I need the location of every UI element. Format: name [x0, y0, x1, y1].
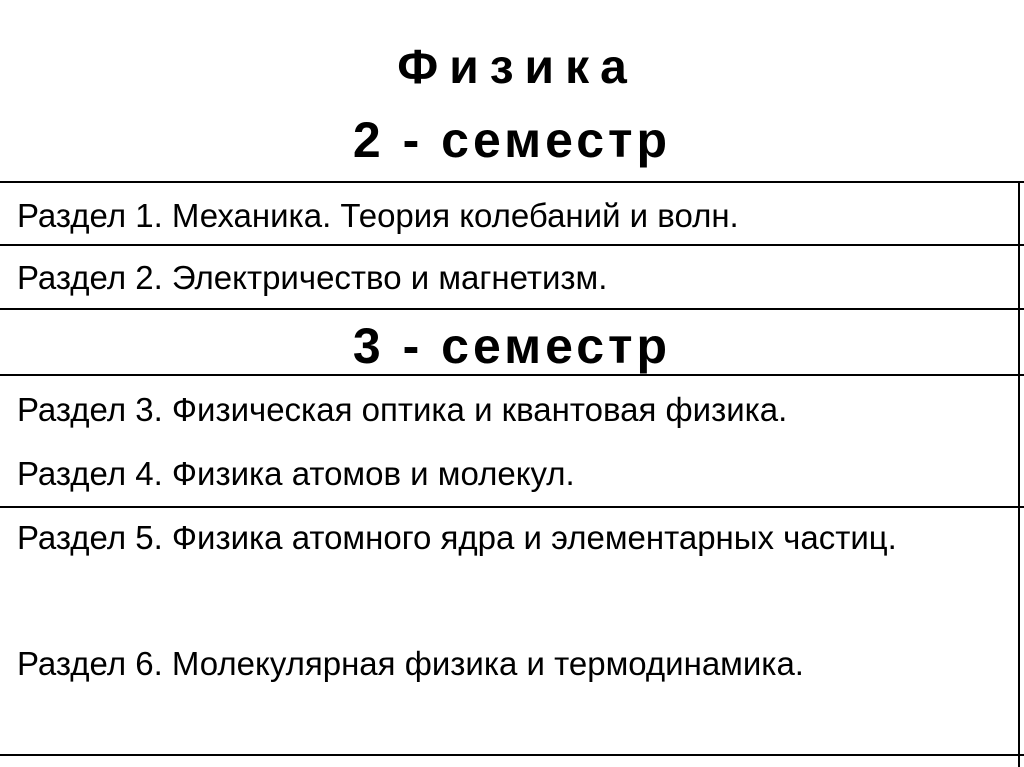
semester-3-heading: 3 - семестр — [352, 318, 672, 374]
table-border-right — [1018, 181, 1020, 767]
table-divider — [0, 308, 1024, 310]
semester-2-heading: 2 - семестр — [352, 112, 672, 168]
table-border-bottom — [0, 754, 1024, 756]
table-divider — [0, 244, 1024, 246]
section-row-6: Раздел 6. Молекулярная физика и термодинамика. — [17, 645, 804, 682]
table-divider — [0, 374, 1024, 376]
section-row-5: Раздел 5. Физика атомного ядра и элементарных частиц. — [17, 519, 897, 556]
section-row-3: Раздел 3. Физическая оптика и квантовая физика. — [17, 391, 788, 428]
table-border-top — [0, 181, 1024, 183]
section-row-4: Раздел 4. Физика атомов и молекул. — [17, 455, 575, 492]
section-row-1: Раздел 1. Механика. Теория колебаний и волн. — [17, 197, 739, 234]
section-row-2: Раздел 2. Электричество и магнетизм. — [17, 259, 608, 296]
document-title: Физика — [397, 41, 638, 94]
